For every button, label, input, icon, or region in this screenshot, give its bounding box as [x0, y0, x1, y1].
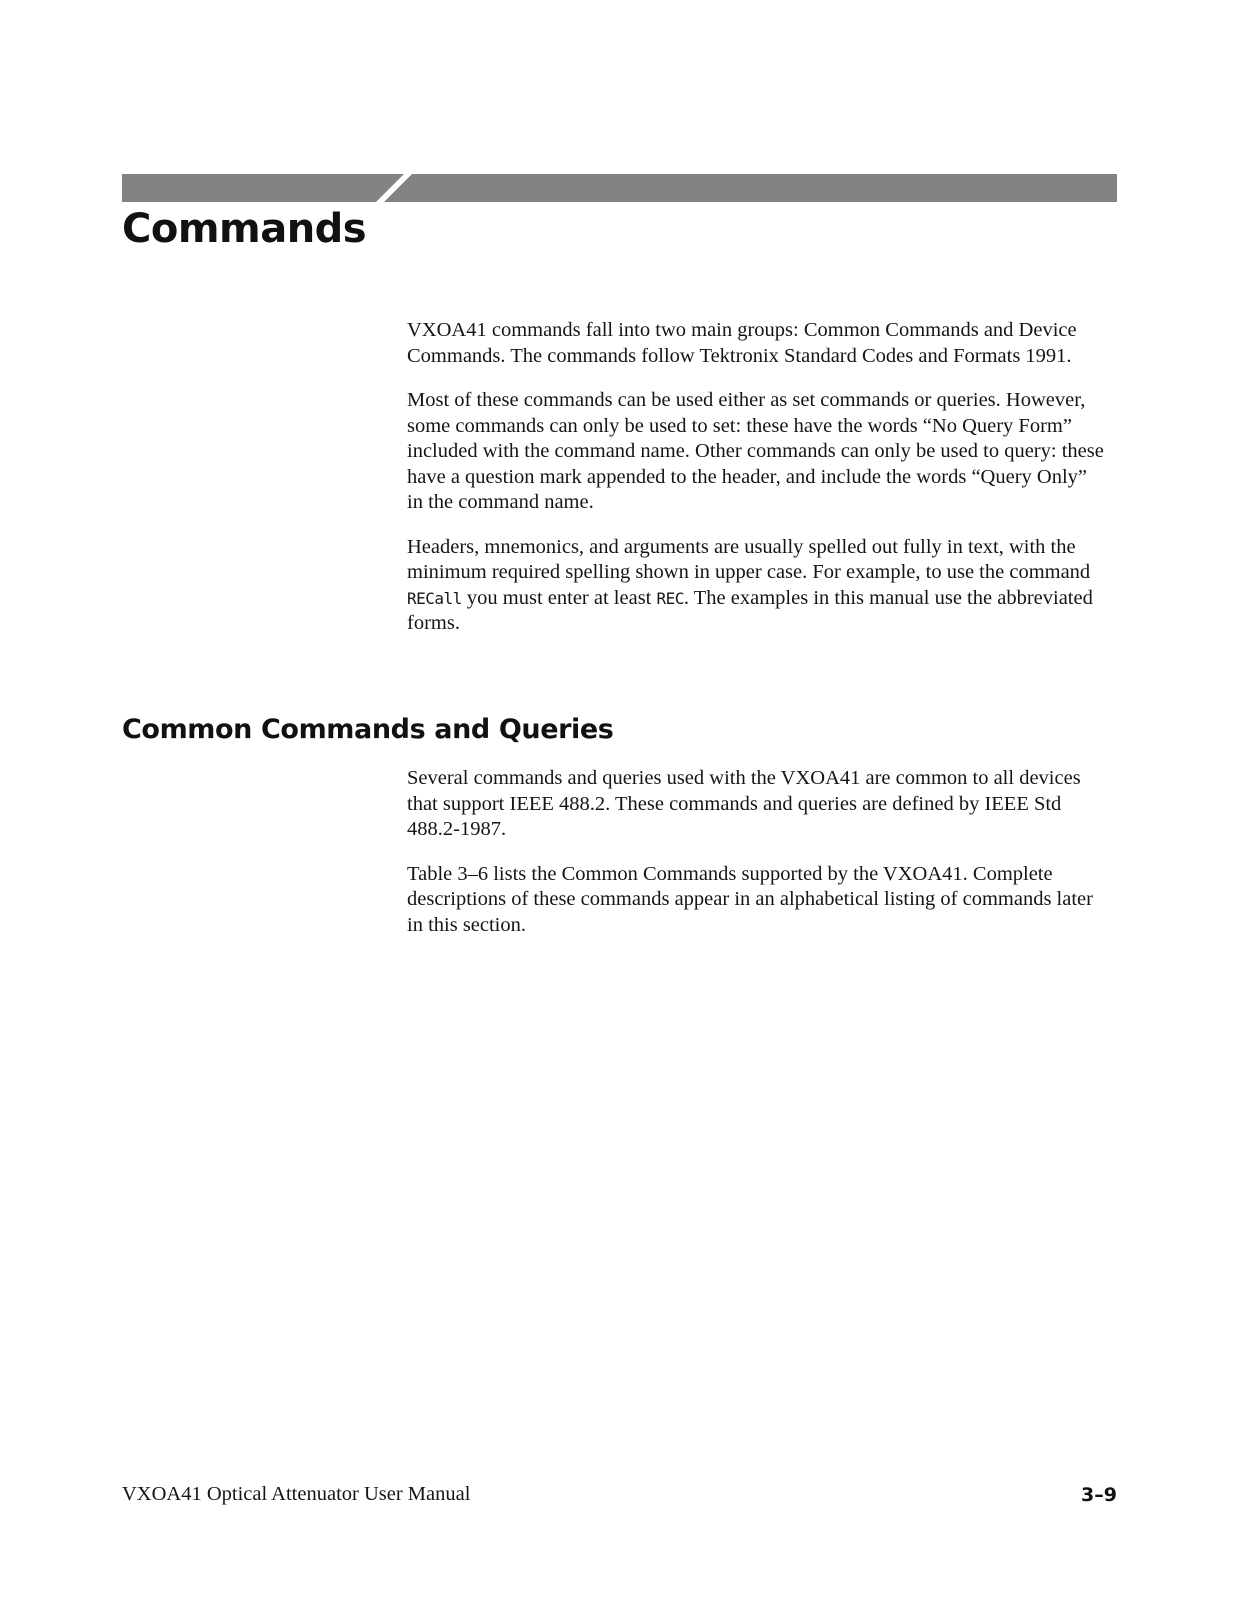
code-rec: REC	[656, 588, 684, 608]
intro-paragraph-1: VXOA41 commands fall into two main groups: Common Commands and Device Commands. The commands follow Tektronix Standard Codes and Formats 1991.	[407, 319, 1077, 367]
common-commands-section	[407, 766, 1107, 957]
page-title: Commands	[122, 206, 367, 252]
section-paragraph-2: Table 3–6 lists the Common Commands supported by the VXOA41. Complete descriptions of these commands appear in an alphabetical listing of commands later in this section.	[407, 862, 1093, 936]
intro-paragraph-3-text-a: Headers, mnemonics, and arguments are usually spelled out fully in text, with the minimum required spelling shown in upper case. For example, to use the command	[407, 535, 1091, 583]
header-bar-left-segment	[122, 174, 404, 202]
footer-manual-title: VXOA41 Optical Attenuator User Manual	[122, 1483, 471, 1505]
intro-paragraph-3-text-b: you must enter at least	[461, 586, 657, 609]
section-heading: Common Commands and Queries	[122, 714, 614, 745]
intro-paragraph-3	[407, 535, 1107, 637]
header-bar-graphic	[122, 174, 1117, 202]
chapter-header-bar	[122, 174, 1117, 202]
code-recall: RECall	[407, 588, 462, 608]
intro-paragraph-3-text-c: . The examples in this manual use the abbreviated forms.	[407, 586, 1093, 634]
intro-paragraph-2: Most of these commands can be used either as set commands or queries. However, some commands can only be used to set: these have the words “No Query Form” included with the command name. Other commands can only be used to query: these have a question mark appended to the header, and include the words “Query Only” in the command name.	[407, 389, 1104, 513]
header-bar-right-segment	[384, 174, 1117, 202]
footer-page-number: 3–9	[1081, 1484, 1117, 1506]
intro-section	[407, 318, 1107, 656]
section-paragraph-1: Several commands and queries used with the VXOA41 are common to all devices that support IEEE 488.2. These commands and queries are defined by IEEE Std 488.2-1987.	[407, 767, 1081, 840]
